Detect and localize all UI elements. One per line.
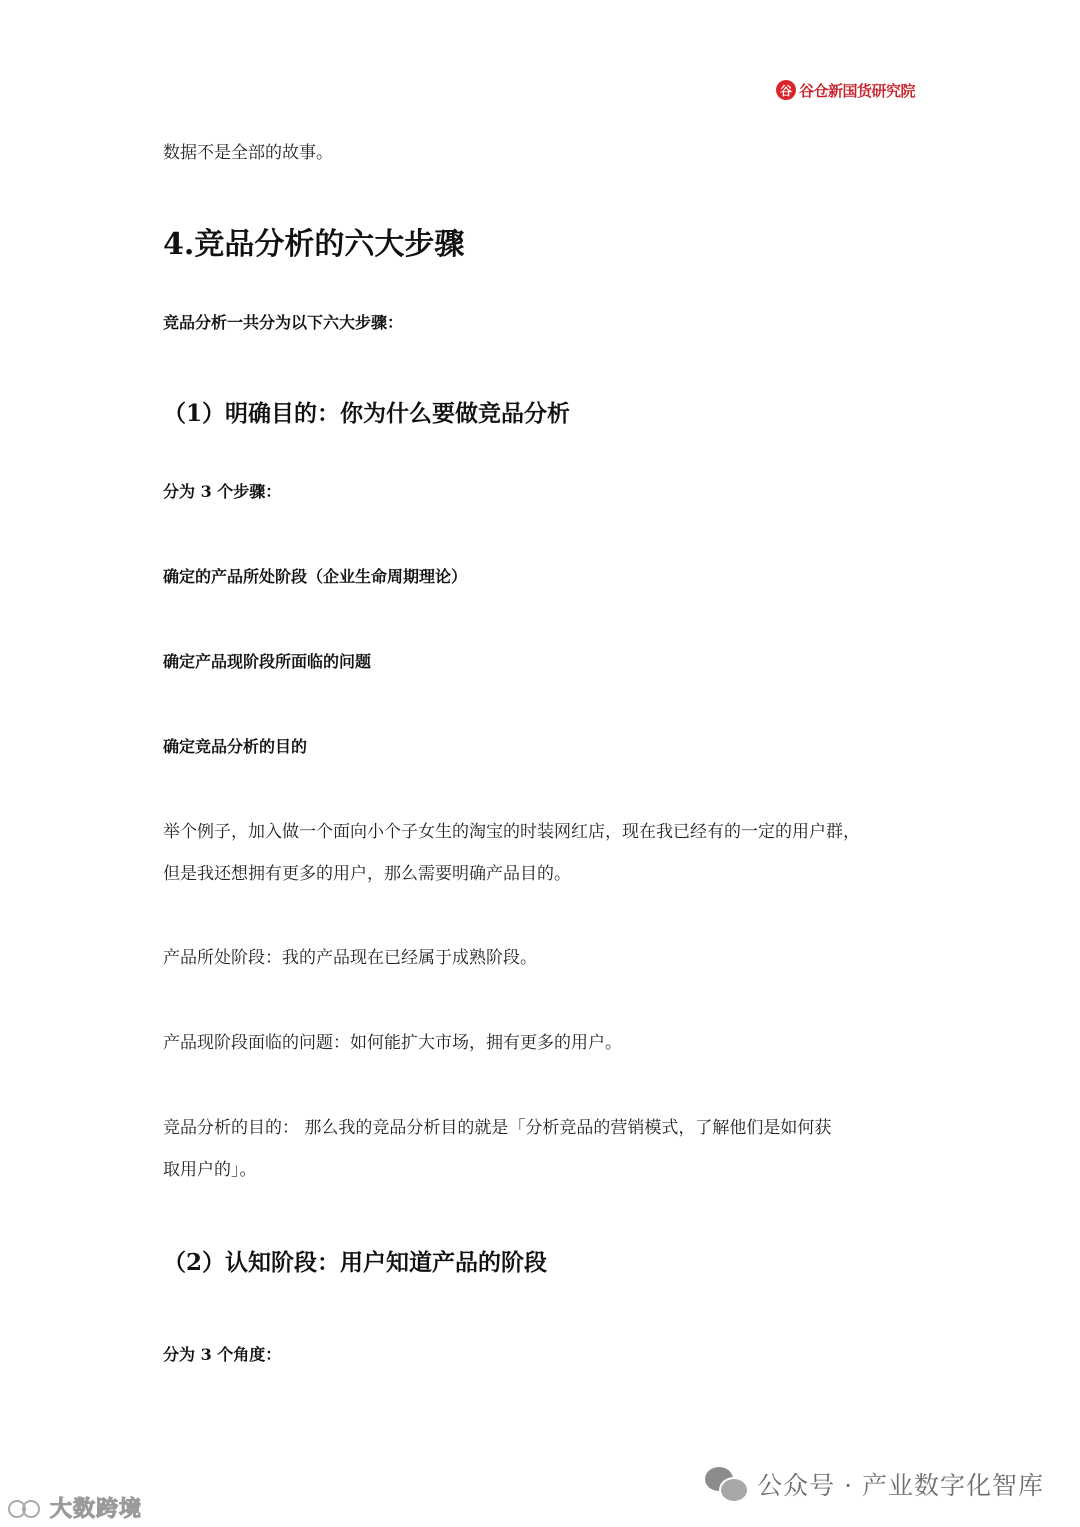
logo-text: 谷仓新国货研究院 <box>799 81 916 100</box>
example-line-2: 但是我还想拥有更多的用户，那么需要明确产品目的。 <box>163 864 571 884</box>
step1-sub: 分为 3 个步骤： <box>163 482 282 501</box>
purpose-line-1: 竞品分析的目的： 那么我的竞品分析目的就是「分析竞品的营销模式，了解他们是如何获 <box>163 1118 832 1138</box>
step2-title: （2）认知阶段：用户知道产品的阶段 <box>163 1249 548 1276</box>
step1-item-1: 确定的产品所处阶段（企业生命周期理论） <box>163 567 468 586</box>
wechat-icon <box>705 1467 747 1501</box>
watermark-right-text: 公众号 · 产业数字化智库 <box>757 1471 1044 1500</box>
brand-logo <box>776 78 915 102</box>
corner-watermark <box>8 1492 142 1523</box>
logo-icon: 谷 <box>776 80 796 100</box>
stage-text: 产品所处阶段：我的产品现在已经属于成熟阶段。 <box>163 948 537 968</box>
watermark-left-text: 大数跨境 <box>50 1497 143 1522</box>
section-title: 4.竞品分析的六大步骤 <box>163 227 465 262</box>
step1-item-2: 确定产品现阶段所面临的问题 <box>163 652 372 671</box>
brand-rings-icon <box>8 1498 42 1518</box>
step1-item-3: 确定竞品分析的目的 <box>163 737 308 756</box>
example-line-1: 举个例子，加入做一个面向小个子女生的淘宝的时装网红店，现在我已经有的一定的用户群， <box>163 822 860 842</box>
step2-sub: 分为 3 个角度： <box>163 1345 282 1364</box>
problem-text: 产品现阶段面临的问题：如何能扩大市场，拥有更多的用户。 <box>163 1033 622 1053</box>
purpose-line-2: 取用户的」。 <box>163 1160 257 1180</box>
lead-text: 竞品分析一共分为以下六大步骤： <box>163 313 404 332</box>
wechat-watermark <box>705 1466 1044 1502</box>
step1-title: （1）明确目的：你为什么要做竞品分析 <box>163 400 571 427</box>
intro-text: 数据不是全部的故事。 <box>163 143 333 163</box>
